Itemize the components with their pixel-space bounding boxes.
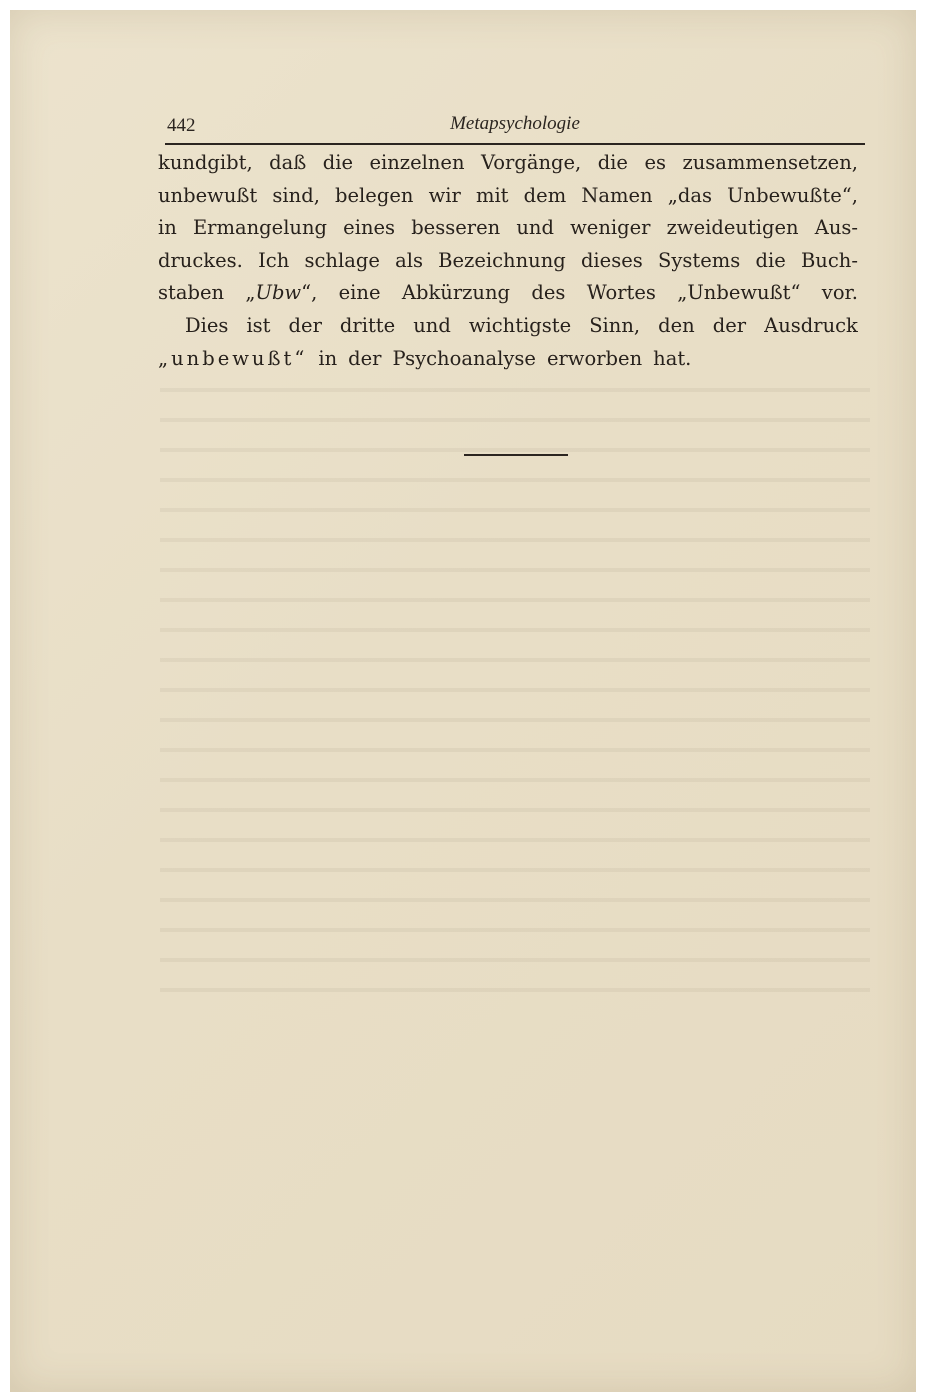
word: ist — [246, 313, 271, 337]
text-line-2 — [158, 180, 858, 213]
quote-close: “, — [301, 281, 318, 305]
word: zweideutigen — [666, 216, 799, 240]
word: die — [322, 151, 353, 174]
ubw-italic: Ubw — [255, 281, 302, 305]
quote-open: „ — [245, 281, 256, 305]
word: Systems — [658, 248, 741, 272]
word: Psychoanalyse — [392, 346, 536, 370]
word: in — [158, 216, 177, 240]
word: Ausdruck — [764, 313, 858, 337]
word: in — [318, 346, 338, 370]
word: schlage — [304, 248, 380, 272]
section-end-rule — [464, 454, 568, 456]
word: besseren — [411, 216, 501, 240]
word: belegen — [335, 183, 414, 207]
word: weniger — [570, 216, 651, 240]
word: einzelnen — [369, 151, 465, 174]
text-line-7 — [158, 343, 858, 376]
word: erworben — [546, 346, 643, 370]
word: die — [755, 248, 786, 272]
word: „Unbewußt“ — [677, 281, 801, 305]
text-line-1 — [158, 147, 858, 180]
word: und — [516, 216, 554, 240]
word: und — [413, 313, 451, 337]
word: zusammensetzen, — [682, 151, 858, 174]
word: sind, — [272, 183, 320, 207]
word: „das — [667, 183, 712, 207]
word: staben — [158, 281, 225, 305]
text-line-3 — [158, 212, 858, 245]
page-number: 442 — [167, 115, 196, 136]
word: wichtigste — [468, 313, 572, 337]
word: vor. — [821, 281, 858, 305]
word: Vorgänge, — [480, 151, 582, 174]
page-header — [165, 113, 865, 145]
word: wir — [428, 183, 461, 207]
word: Ermangelung — [192, 216, 328, 240]
word: es — [644, 151, 666, 174]
word: Buch- — [800, 248, 858, 272]
word: dem — [523, 183, 567, 207]
word: mit — [475, 183, 509, 207]
word: dritte — [339, 313, 396, 337]
word: des — [531, 281, 566, 305]
word: unbewußt — [158, 183, 258, 207]
word: eines — [343, 216, 396, 240]
word: Unbewußte“, — [727, 183, 858, 207]
word: Namen — [581, 183, 653, 207]
body-text — [158, 147, 858, 375]
word: Bezeichnung — [438, 248, 566, 272]
show-through-text — [160, 370, 870, 1010]
spaced-word-unbewusst: „unbewußt“ — [158, 346, 308, 370]
word: Abkürzung — [401, 281, 511, 305]
text-line-5 — [158, 277, 858, 310]
word: hat. — [653, 346, 692, 370]
word: der — [348, 346, 382, 370]
word: der — [712, 313, 747, 337]
word: Wortes — [586, 281, 656, 305]
word: als — [395, 248, 423, 272]
word: eine — [338, 281, 381, 305]
word: Sinn, — [589, 313, 641, 337]
running-head: Metapsychologie — [450, 113, 580, 134]
word: Aus- — [814, 216, 858, 240]
word: die — [597, 151, 628, 174]
word: dieses — [580, 248, 643, 272]
word: druckes. — [158, 248, 243, 272]
text-line-4 — [158, 245, 858, 278]
text-line-6 — [158, 310, 858, 343]
word: daß — [269, 151, 307, 174]
word: der — [288, 313, 322, 337]
abbreviation-ubw — [245, 277, 317, 310]
word: kundgibt, — [158, 151, 253, 174]
word: Ich — [258, 248, 290, 272]
word: den — [658, 313, 695, 337]
word: Dies — [185, 313, 229, 337]
